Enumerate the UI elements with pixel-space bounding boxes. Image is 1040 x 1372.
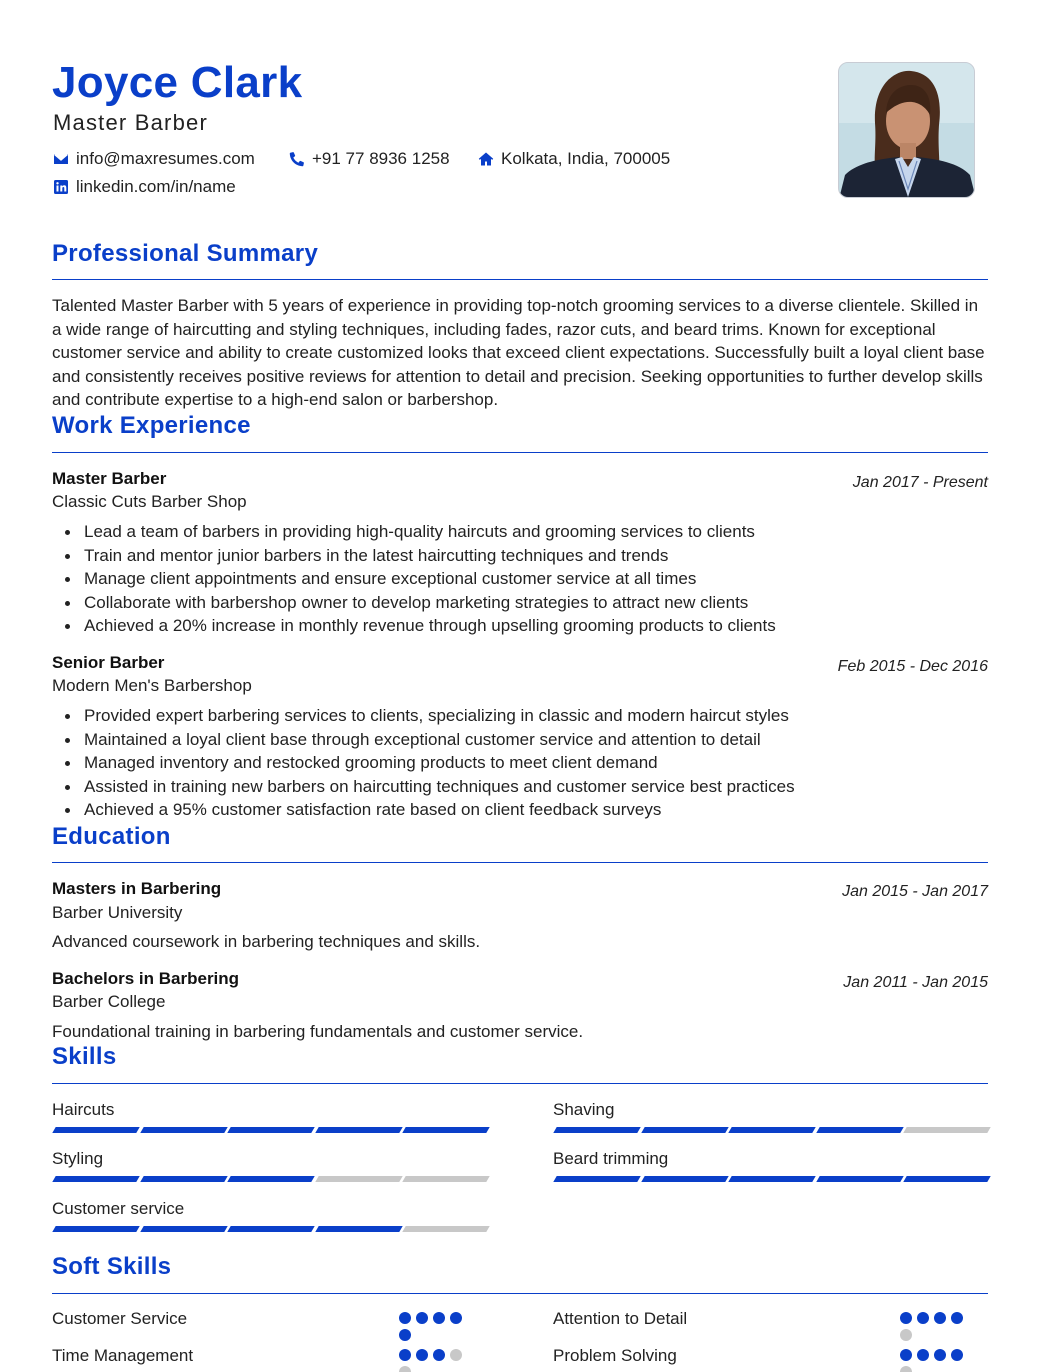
education-divider bbox=[52, 862, 988, 863]
soft-skill-rating bbox=[399, 1349, 471, 1372]
skill-bar bbox=[555, 1176, 989, 1182]
rating-dot bbox=[416, 1349, 428, 1361]
summary-heading: Professional Summary bbox=[52, 240, 319, 267]
list-item: Lead a team of barbers in providing high-quality haircuts and grooming services to clients bbox=[62, 520, 982, 544]
skill-segment bbox=[227, 1127, 314, 1133]
degree-dates: Jan 2011 - Jan 2015 bbox=[843, 974, 988, 991]
skill-segment bbox=[641, 1127, 728, 1133]
education-heading: Education bbox=[52, 823, 171, 850]
job-company: Modern Men's Barbershop bbox=[52, 676, 252, 695]
skill-segment bbox=[227, 1226, 314, 1232]
skill-segment bbox=[553, 1127, 640, 1133]
skill-segment bbox=[728, 1176, 815, 1182]
envelope-icon bbox=[52, 150, 70, 168]
candidate-name: Joyce Clark bbox=[52, 58, 303, 107]
list-item: Assisted in training new barbers on haircutting techniques and customer service best practices bbox=[62, 775, 982, 799]
phone-icon bbox=[288, 150, 306, 168]
experience-divider bbox=[52, 452, 988, 453]
soft-skill-name: Problem Solving bbox=[553, 1346, 677, 1365]
skill-segment bbox=[728, 1127, 815, 1133]
home-icon bbox=[477, 150, 495, 168]
skill-segment bbox=[140, 1226, 227, 1232]
rating-dot bbox=[399, 1366, 411, 1372]
skill-name: Haircuts bbox=[52, 1100, 115, 1119]
rating-dot bbox=[900, 1349, 912, 1361]
job-bullets bbox=[62, 520, 982, 638]
skill-segment bbox=[315, 1127, 402, 1133]
skill-segment bbox=[140, 1127, 227, 1133]
skill-segment bbox=[315, 1176, 402, 1182]
rating-dot bbox=[951, 1349, 963, 1361]
contact-location bbox=[477, 149, 670, 169]
skill-segment bbox=[52, 1127, 139, 1133]
degree-dates: Jan 2015 - Jan 2017 bbox=[842, 883, 988, 900]
summary-text: Talented Master Barber with 5 years of experience in providing top-notch grooming services to a diverse clientele. Skilled in a wide range of haircutting and styling techniques, including fades, razor cuts, and beard trims. Known for exceptional customer service and ability to create customized looks that exceed client expectations. Successfully built a loyal client base and consistently receives positive reviews for attention to detail and precision. Seeking opportunities to further develop skills and contribute expertise to a high-end salon or barbershop. bbox=[52, 296, 985, 409]
rating-dot bbox=[399, 1349, 411, 1361]
skill-segment bbox=[904, 1176, 991, 1182]
degree-description: Foundational training in barbering fundamentals and customer service. bbox=[52, 1022, 584, 1041]
soft-skill-rating bbox=[900, 1312, 972, 1341]
rating-dot bbox=[399, 1329, 411, 1341]
job-company: Classic Cuts Barber Shop bbox=[52, 492, 247, 511]
skill-segment bbox=[227, 1176, 314, 1182]
rating-dot bbox=[433, 1312, 445, 1324]
contact-linkedin[interactable] bbox=[52, 177, 236, 197]
skills-divider bbox=[52, 1083, 988, 1084]
summary-divider bbox=[52, 279, 988, 280]
job-dates: Jan 2017 - Present bbox=[852, 474, 988, 491]
soft-skill-name: Attention to Detail bbox=[553, 1309, 688, 1328]
rating-dot bbox=[416, 1312, 428, 1324]
list-item: Achieved a 20% increase in monthly revenue through upselling grooming products to clients bbox=[62, 614, 982, 638]
skill-segment bbox=[403, 1176, 490, 1182]
experience-heading: Work Experience bbox=[52, 412, 251, 439]
list-item: Achieved a 95% customer satisfaction rate based on client feedback surveys bbox=[62, 798, 982, 822]
skill-segment bbox=[52, 1226, 139, 1232]
rating-dot bbox=[900, 1366, 912, 1372]
skill-segment bbox=[816, 1176, 903, 1182]
degree-title: Bachelors in Barbering bbox=[52, 969, 240, 988]
list-item: Collaborate with barbershop owner to develop marketing strategies to attract new clients bbox=[62, 591, 982, 615]
rating-dot bbox=[900, 1329, 912, 1341]
skill-segment bbox=[403, 1226, 490, 1232]
skill-name: Shaving bbox=[553, 1100, 615, 1119]
rating-dot bbox=[917, 1312, 929, 1324]
candidate-title: Master Barber bbox=[53, 110, 208, 135]
soft-skill-name: Customer Service bbox=[52, 1309, 188, 1328]
rating-dot bbox=[934, 1349, 946, 1361]
soft-skills-heading: Soft Skills bbox=[52, 1253, 172, 1280]
list-item: Provided expert barbering services to clients, specializing in classic and modern haircut styles bbox=[62, 704, 982, 728]
skill-bar bbox=[54, 1176, 488, 1182]
skills-heading: Skills bbox=[52, 1043, 117, 1070]
skill-segment bbox=[403, 1127, 490, 1133]
job-bullets bbox=[62, 704, 982, 822]
skill-bar bbox=[54, 1226, 488, 1232]
skill-name: Customer service bbox=[52, 1199, 185, 1218]
skill-bar bbox=[555, 1127, 989, 1133]
job-title: Senior Barber bbox=[52, 653, 165, 672]
soft-skill-rating bbox=[399, 1312, 471, 1341]
contact-email-text: info@maxresumes.com bbox=[76, 149, 255, 168]
profile-photo bbox=[838, 62, 975, 198]
skill-name: Beard trimming bbox=[553, 1149, 669, 1168]
degree-school: Barber University bbox=[52, 903, 183, 922]
soft-skill-name: Time Management bbox=[52, 1346, 194, 1365]
contact-location-text: Kolkata, India, 700005 bbox=[501, 149, 671, 168]
soft-skill-rating bbox=[900, 1349, 972, 1372]
degree-description: Advanced coursework in barbering techniques and skills. bbox=[52, 932, 481, 951]
rating-dot bbox=[917, 1349, 929, 1361]
rating-dot bbox=[951, 1312, 963, 1324]
skill-segment bbox=[816, 1127, 903, 1133]
job-title: Master Barber bbox=[52, 469, 167, 488]
soft-skills-divider bbox=[52, 1293, 988, 1294]
skill-segment bbox=[553, 1176, 640, 1182]
skill-bar bbox=[54, 1127, 488, 1133]
rating-dot bbox=[433, 1349, 445, 1361]
contact-phone-text: +91 77 8936 1258 bbox=[312, 149, 450, 168]
linkedin-icon bbox=[52, 178, 70, 196]
rating-dot bbox=[450, 1312, 462, 1324]
degree-school: Barber College bbox=[52, 992, 166, 1011]
contact-phone[interactable] bbox=[288, 149, 450, 169]
degree-title: Masters in Barbering bbox=[52, 879, 222, 898]
skill-segment bbox=[52, 1176, 139, 1182]
list-item: Managed inventory and restocked grooming products to meet client demand bbox=[62, 751, 982, 775]
list-item: Maintained a loyal client base through exceptional customer service and attention to detail bbox=[62, 728, 982, 752]
job-dates: Feb 2015 - Dec 2016 bbox=[837, 658, 988, 675]
list-item: Manage client appointments and ensure exceptional customer service at all times bbox=[62, 567, 982, 591]
rating-dot bbox=[399, 1312, 411, 1324]
skill-segment bbox=[904, 1127, 991, 1133]
rating-dot bbox=[900, 1312, 912, 1324]
skill-segment bbox=[315, 1226, 402, 1232]
skill-name: Styling bbox=[52, 1149, 104, 1168]
contact-linkedin-text: linkedin.com/in/name bbox=[76, 177, 236, 196]
skill-segment bbox=[641, 1176, 728, 1182]
rating-dot bbox=[450, 1349, 462, 1361]
list-item: Train and mentor junior barbers in the latest haircutting techniques and trends bbox=[62, 544, 982, 568]
rating-dot bbox=[934, 1312, 946, 1324]
skill-segment bbox=[140, 1176, 227, 1182]
contact-email[interactable] bbox=[52, 149, 255, 169]
